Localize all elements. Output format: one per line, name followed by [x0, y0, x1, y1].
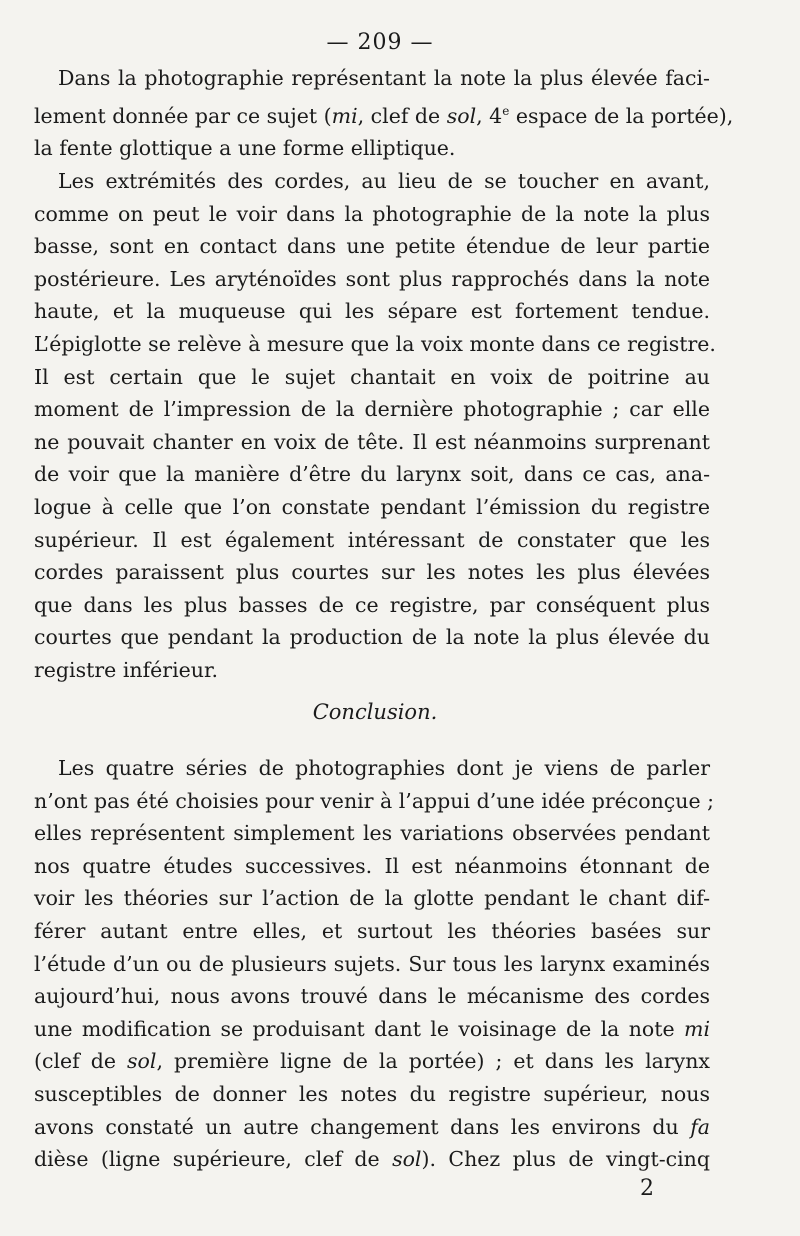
text-line: cordes paraissent plus courtes sur les notes les plus élevées	[34, 560, 710, 585]
page-number: — 209 —	[326, 30, 434, 55]
text-line: de voir que la manière d’être du larynx soit, dans ce cas, ana-	[34, 462, 710, 487]
text-line: dièse (ligne supérieure, clef de sol). Chez plus de vingt-cinq	[34, 1147, 710, 1172]
text-line: nos quatre études successives. Il est néanmoins étonnant de	[34, 853, 710, 878]
text-line: l’étude d’un ou de plusieurs sujets. Sur tous les larynx examinés	[34, 951, 710, 976]
text-line: la fente glottique a une forme elliptique.	[34, 136, 456, 161]
text-line: L’épiglotte se relève à mesure que la voix monte dans ce registre.	[34, 331, 716, 356]
text-line: registre inférieur.	[34, 657, 219, 682]
text-line: Les quatre séries de photographies dont je viens de parler	[58, 756, 710, 780]
text-line: n’ont pas été choisies pour venir à l’appui d’une idée préconçue ;	[34, 788, 715, 813]
text-line: une modification se produisant dant le voisinage de la note mi	[34, 1016, 710, 1041]
text-line: basse, sont en contact dans une petite étendue de leur partie	[34, 234, 710, 259]
text-line: Il est certain que le sujet chantait en voix de poitrine au	[34, 364, 710, 389]
text-line: Les extrémités des cordes, au lieu de se toucher en avant,	[58, 169, 710, 193]
text-line: (clef de sol, première ligne de la portée) ; et dans les larynx	[34, 1049, 710, 1074]
text-line: courtes que pendant la production de la note la plus élevée du	[34, 625, 710, 650]
text-line: logue à celle que l’on constate pendant l’émission du registre	[34, 494, 710, 519]
text-line: lement donnée par ce sujet (mi, clef de sol, 4e espace de la portée),	[34, 103, 734, 128]
text-line: férer autant entre elles, et surtout les théories basées sur	[34, 918, 710, 943]
text-line: moment de l’impression de la dernière photographie ; car elle	[34, 397, 710, 422]
paragraph-2	[34, 165, 716, 687]
text-line: susceptibles de donner les notes du registre supérieur, nous	[34, 1081, 710, 1106]
text-line: avons constaté un autre changement dans les environs du fa	[34, 1114, 710, 1139]
section-heading: Conclusion.	[312, 700, 438, 724]
text-line: elles représentent simplement les variations observées pendant	[34, 821, 710, 846]
text-line: aujourd’hui, nous avons trouvé dans le mécanisme des cordes	[34, 984, 710, 1009]
text-line: Dans la photographie représentant la note la plus élevée faci-	[58, 66, 710, 90]
signature-mark: 2	[640, 1176, 654, 1201]
text-line: postérieure. Les aryténoïdes sont plus rapprochés dans la note	[34, 266, 710, 291]
paragraph-3	[34, 752, 715, 1176]
text-line: ne pouvait chanter en voix de tête. Il est néanmoins surprenant	[34, 429, 710, 454]
text-line: comme on peut le voir dans la photographie de la note la plus	[34, 201, 710, 226]
text-line: voir les théories sur l’action de la glotte pendant le chant dif-	[34, 886, 710, 911]
paragraph-1	[34, 62, 734, 165]
text-line: haute, et la muqueuse qui les sépare est fortement tendue.	[34, 299, 710, 324]
text-line: supérieur. Il est également intéressant de constater que les	[34, 527, 710, 552]
text-line: que dans les plus basses de ce registre, par conséquent plus	[34, 592, 710, 617]
